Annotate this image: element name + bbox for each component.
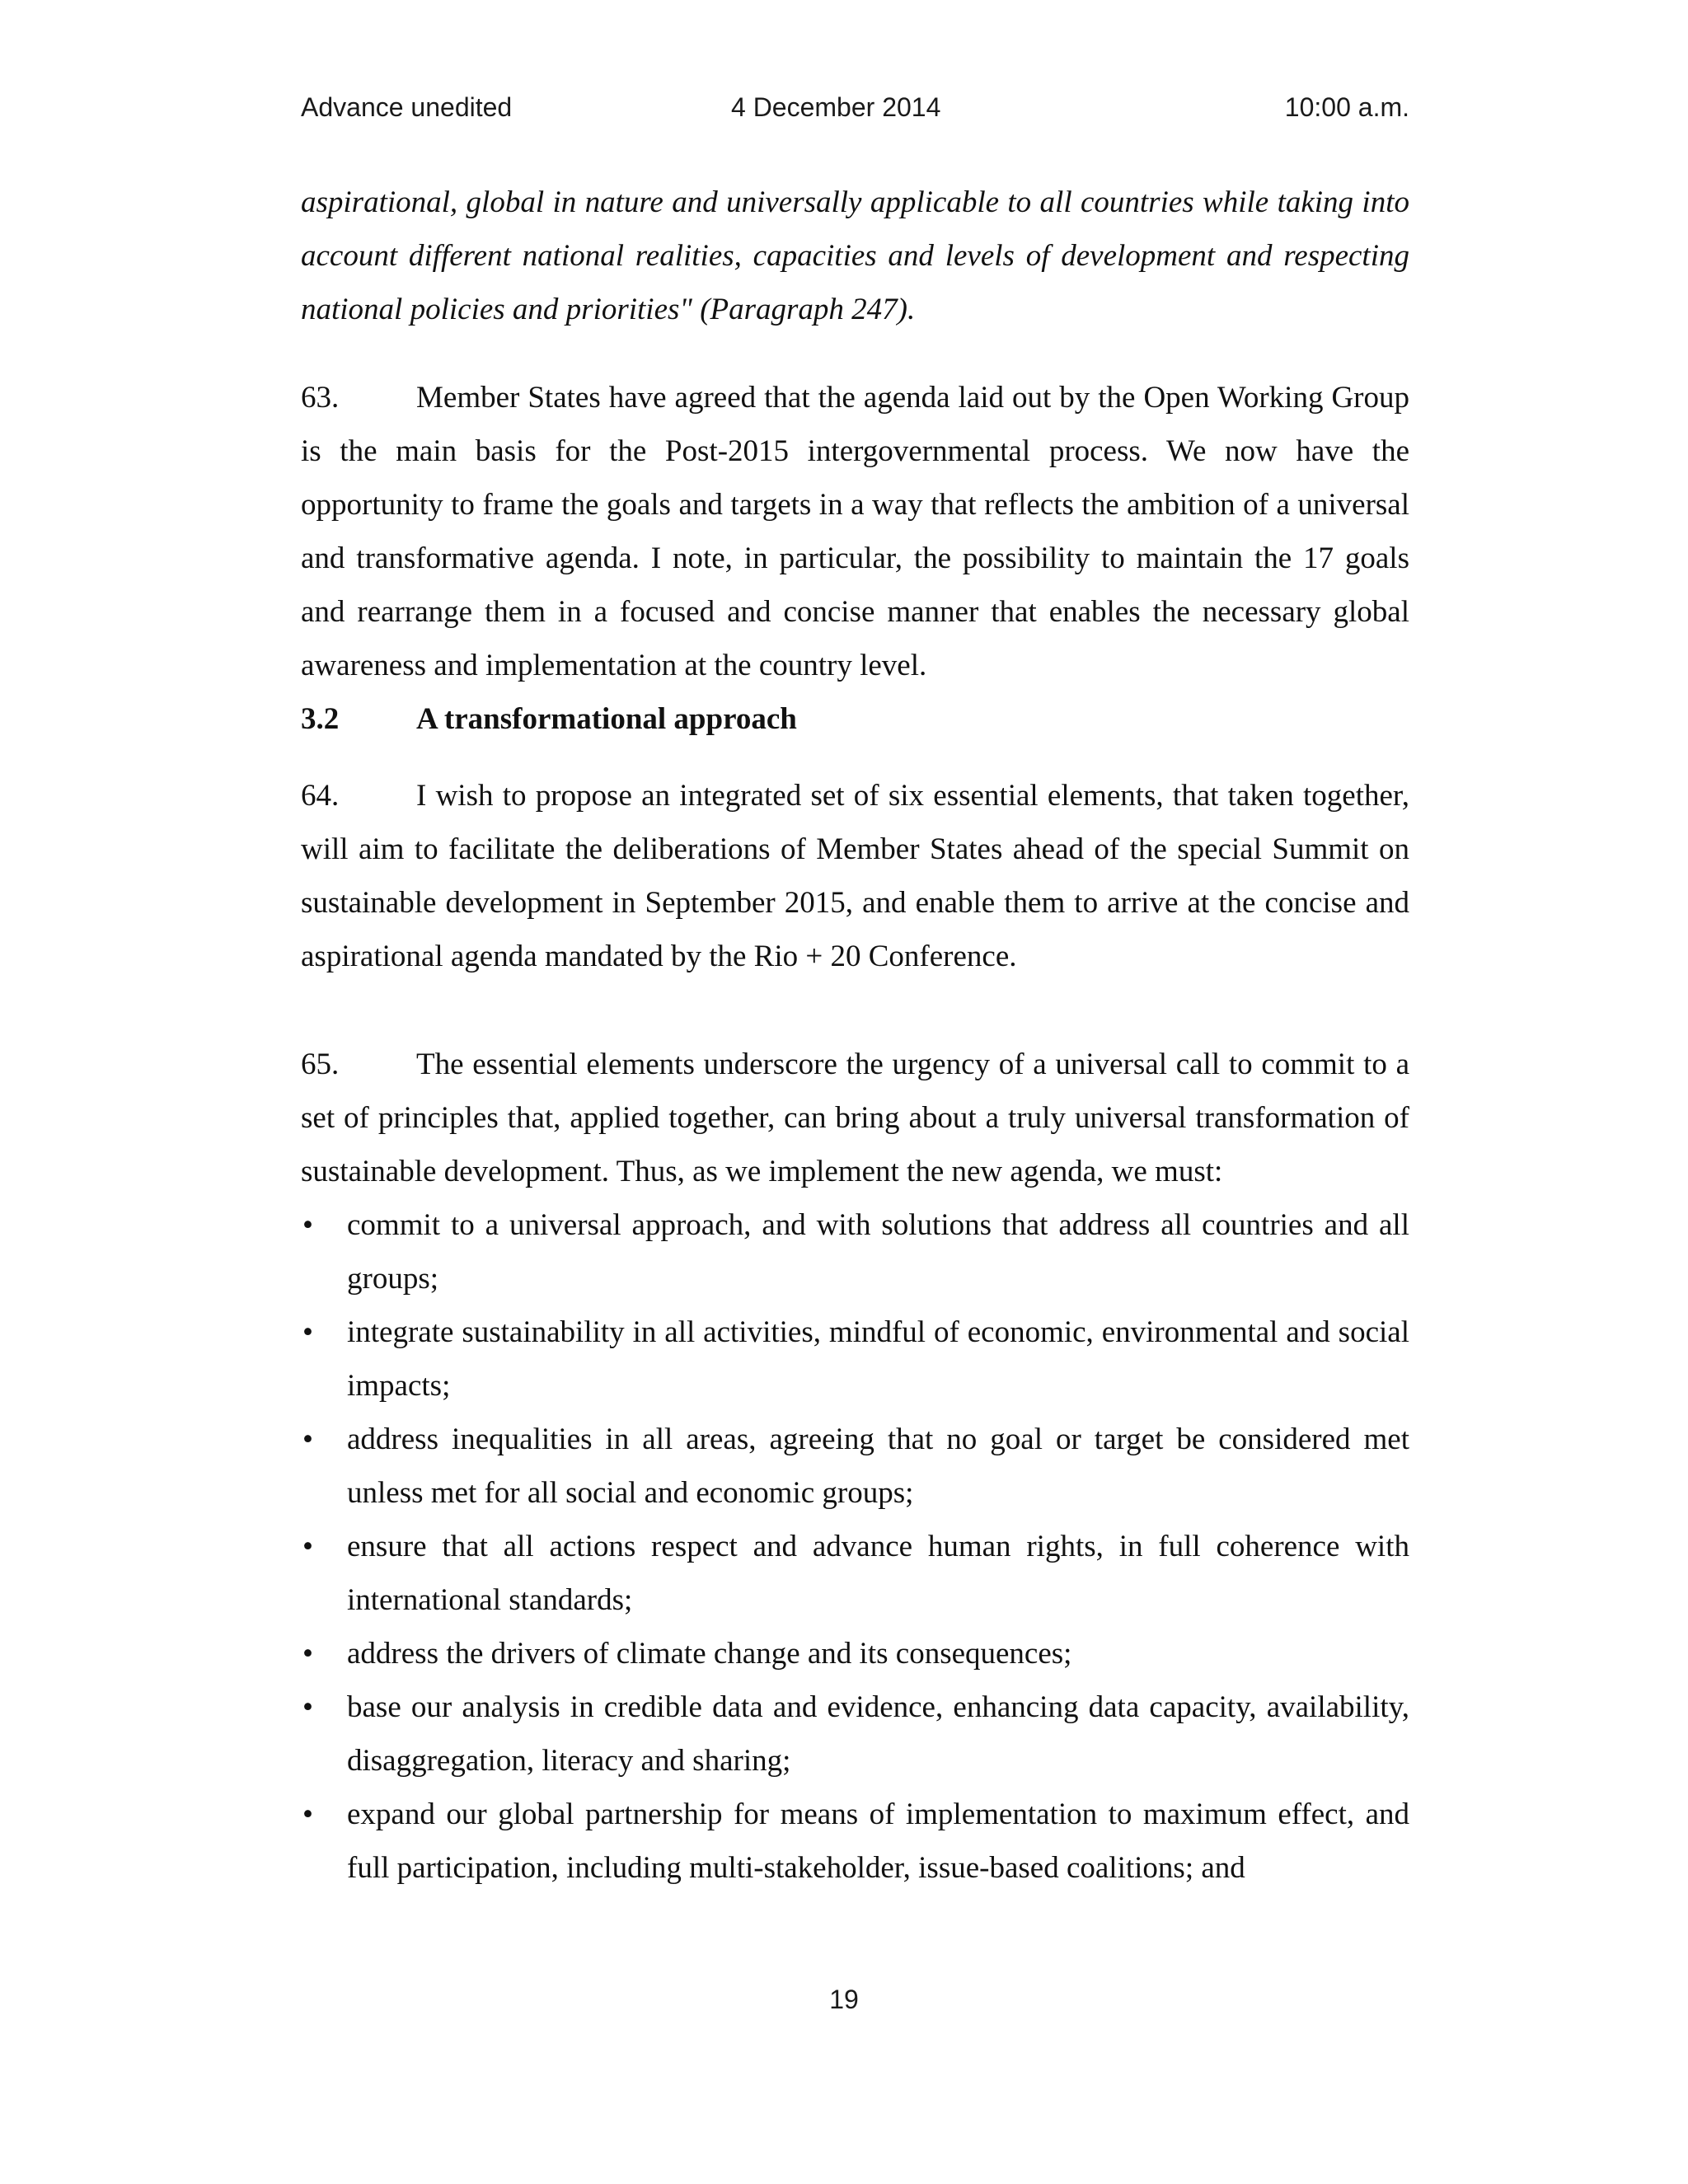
quote-continuation: aspirational, global in nature and universally applicable to all countries while taking into account different national realities, capacities and levels of development and respecting national policies and priorities" (Paragraph 247).: [301, 185, 1409, 326]
section-title: A transformational approach: [416, 702, 797, 736]
paragraph-number: 63.: [301, 381, 340, 415]
bullet-icon: •: [302, 1422, 313, 1456]
paragraph-number: 65.: [301, 1047, 340, 1081]
list-item: [301, 1198, 1409, 1305]
header-status: Advance unedited: [301, 92, 513, 122]
bullet-icon: •: [302, 1797, 313, 1831]
paragraph-text: I wish to propose an integrated set of six essential elements, that taken together, will aim to facilitate the deliberations of Member States ahead of the special Summit on sustainable development in September 2015, and enable them to arrive at the concise and aspirational agenda mandated by the Rio + 20 Conference.: [301, 779, 1409, 973]
paragraph-text: The essential elements underscore the urgency of a universal call to commit to a set of principles that, applied together, can bring about a truly universal transformation of sustainable development. Thus, as we implement the new agenda, we must:: [301, 1047, 1409, 1188]
bullet-icon: •: [302, 1530, 313, 1563]
list-item-text: ensure that all actions respect and advance human rights, in full coherence with international standards;: [347, 1530, 1409, 1617]
page-header: [301, 92, 1409, 129]
principles-list: [301, 1198, 1409, 1895]
bullet-icon: •: [302, 1208, 313, 1242]
list-item: [301, 1413, 1409, 1520]
list-item: [301, 1788, 1409, 1895]
bullet-icon: •: [302, 1637, 313, 1671]
list-item-text: address inequalities in all areas, agreeing that no goal or target be considered met unless met for all social and economic groups;: [347, 1422, 1409, 1510]
section-number: 3.2: [301, 702, 340, 736]
list-item-text: base our analysis in credible data and evidence, enhancing data capacity, availability, disaggregation, literacy and sharing;: [347, 1690, 1409, 1778]
paragraph-text: Member States have agreed that the agenda laid out by the Open Working Group is the main basis for the Post-2015 intergovernmental process. We now have the opportunity to frame the goals and targets in a way that reflects the ambition of a universal and transformative agenda. I note, in particular, the possibility to maintain the 17 goals and rearrange them in a focused and concise manner that enables the necessary global awareness and implementation at the country level.: [301, 381, 1409, 682]
list-item: [301, 1627, 1409, 1680]
header-time: 10:00 a.m.: [1284, 92, 1409, 122]
list-item: [301, 1305, 1409, 1413]
paragraph-63: [301, 371, 1409, 692]
list-item-text: address the drivers of climate change and its consequences;: [347, 1637, 1072, 1671]
bullet-icon: •: [302, 1315, 313, 1349]
paragraph-number: 64.: [301, 779, 340, 813]
list-item-text: integrate sustainability in all activities, mindful of economic, environmental and social impacts;: [347, 1315, 1409, 1403]
section-heading: [301, 692, 1409, 746]
document-body: [301, 176, 1409, 1895]
page-number: 19: [829, 1985, 859, 2014]
list-item: [301, 1520, 1409, 1627]
header-date: 4 December 2014: [731, 92, 941, 122]
paragraph-64: [301, 769, 1409, 983]
list-item-text: commit to a universal approach, and with solutions that address all countries and all groups;: [347, 1208, 1409, 1296]
list-item-text: expand our global partnership for means of implementation to maximum effect, and full participation, including multi-stakeholder, issue-based coalitions; and: [347, 1797, 1409, 1885]
bullet-icon: •: [302, 1690, 313, 1724]
list-item: [301, 1680, 1409, 1788]
paragraph-65: [301, 1038, 1409, 1198]
